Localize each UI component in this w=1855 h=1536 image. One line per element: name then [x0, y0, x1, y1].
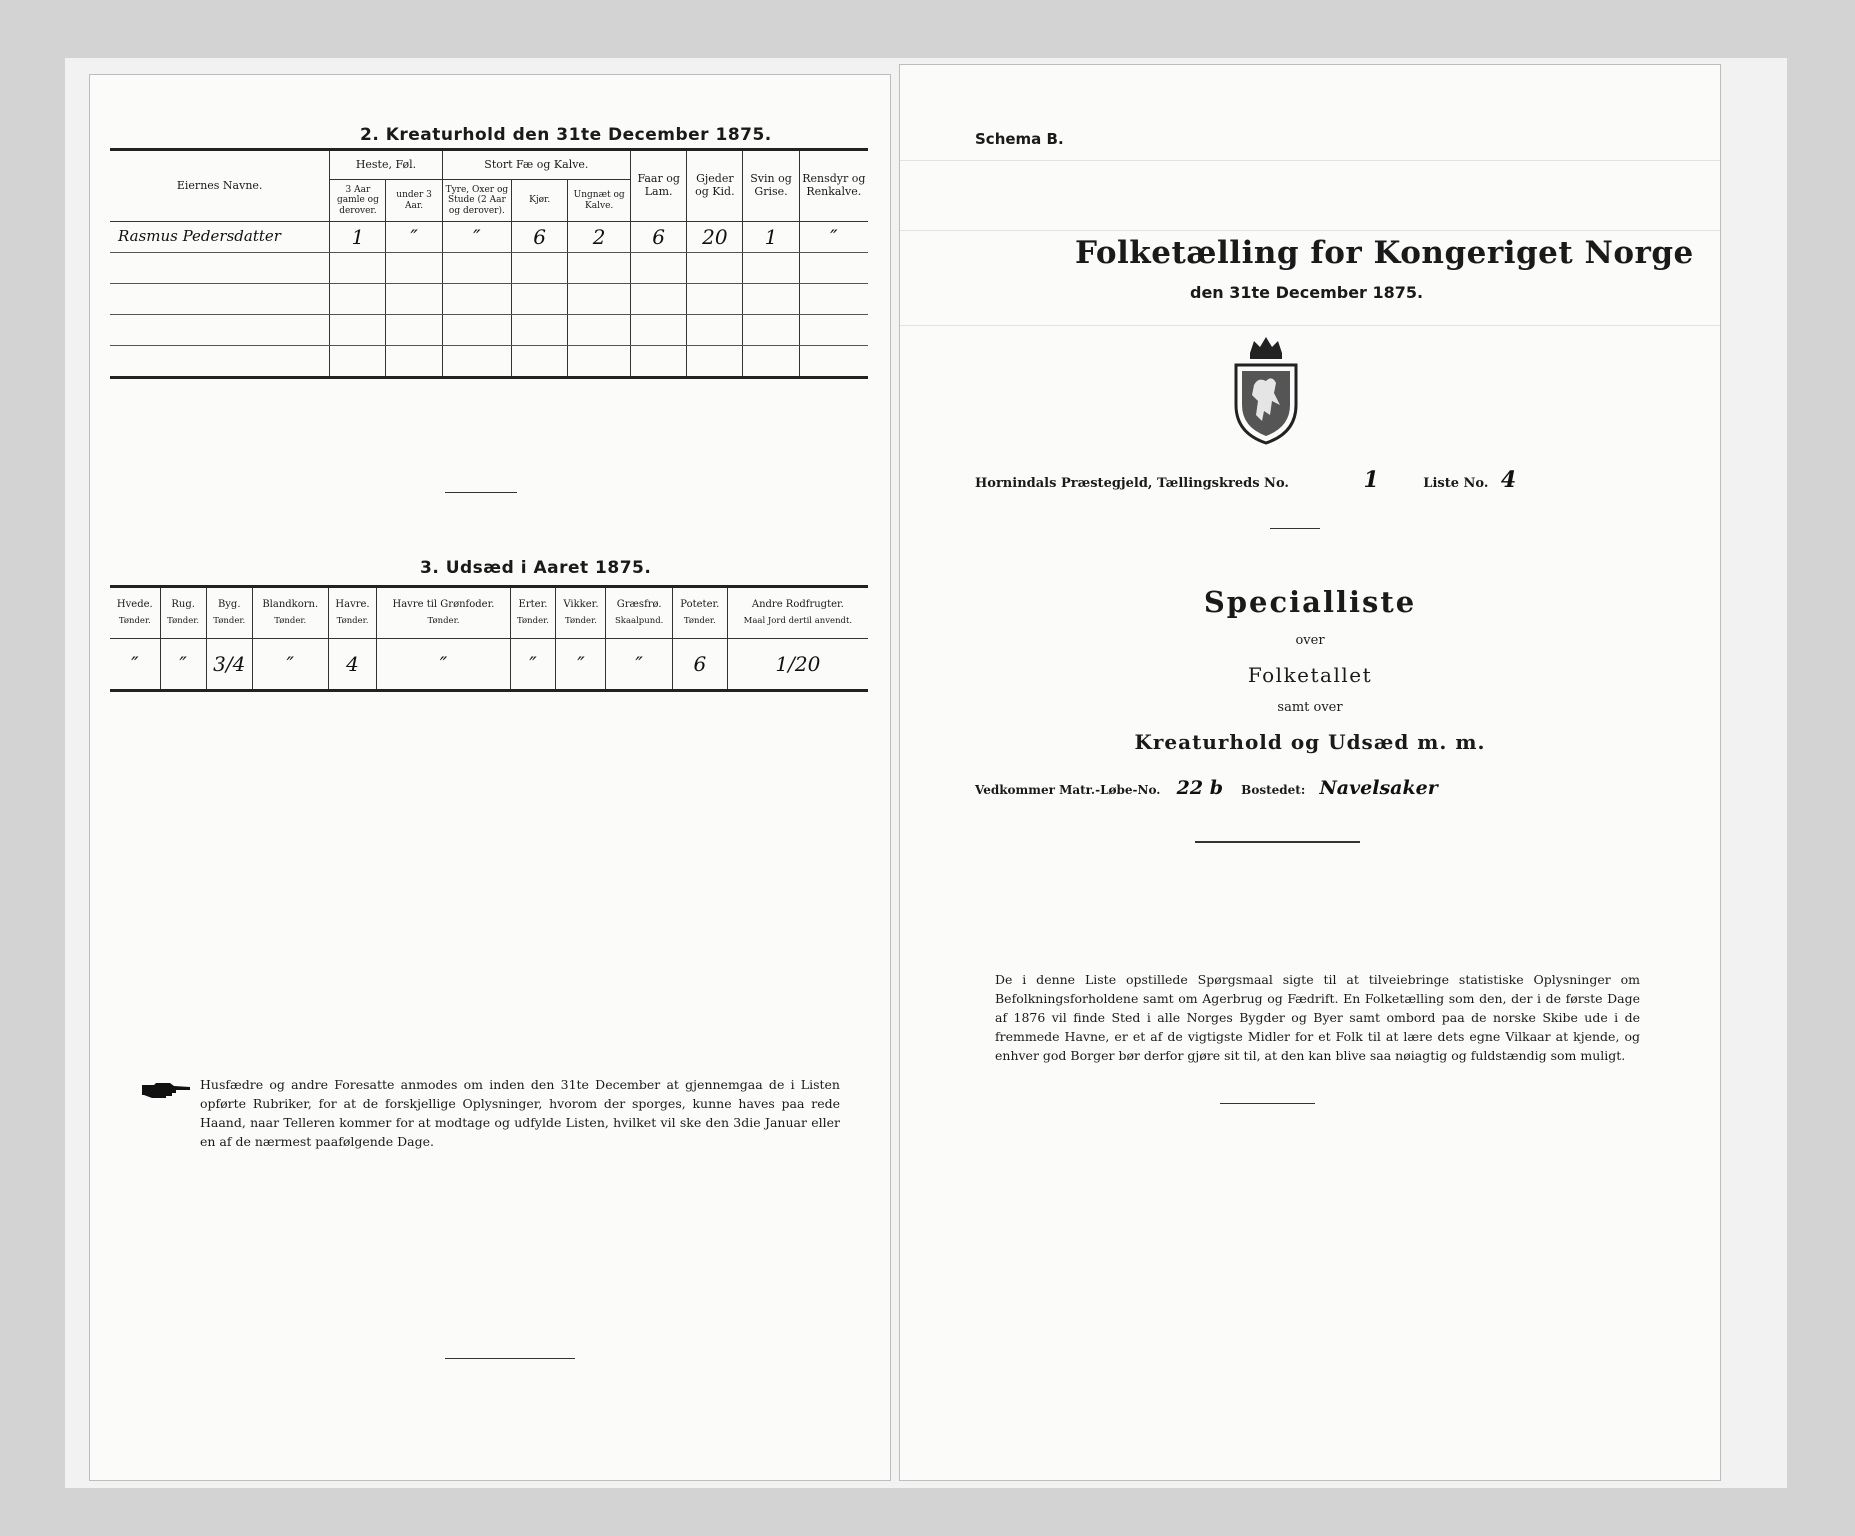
section3-title: 3. Udsæd i Aaret 1875.: [420, 558, 652, 578]
seed-header-label: Andre Rodfrugter.: [751, 599, 844, 611]
horses-header: Heste, Føl.: [330, 150, 442, 180]
separator-rule: [445, 1358, 575, 1359]
seed-value-1: ″: [160, 639, 206, 691]
seed-value-10: 1/20: [727, 639, 868, 691]
kreaturhold-line: Kreaturhold og Udsæd m. m.: [1134, 730, 1486, 754]
seed-value-5: ″: [377, 639, 510, 691]
seed-header-10: [727, 587, 868, 639]
seed-header-6: [510, 587, 556, 639]
seed-header-unit: Tønder.: [565, 615, 597, 626]
bostedet-value: Navelsaker: [1319, 777, 1438, 799]
seed-header-label: Rug.: [171, 599, 195, 611]
seed-header-8: [606, 587, 672, 639]
liste-label: Liste No.: [1423, 476, 1489, 491]
seed-header-unit: Maal Jord dertil anvendt.: [743, 615, 853, 626]
matr-label: Vedkommer Matr.-Løbe-No.: [975, 783, 1161, 797]
reindeer-header: Rensdyr og Renkalve.: [799, 150, 868, 222]
seed-value-6: ″: [510, 639, 556, 691]
bleed-through-line: [900, 160, 1720, 161]
seed-header-1: [160, 587, 206, 639]
seed-value-0: ″: [110, 639, 160, 691]
seed-header-label: Havre.: [335, 599, 370, 611]
separator-rule: [1195, 841, 1360, 843]
right-page: [900, 65, 1720, 1480]
seed-header-5: [377, 587, 510, 639]
empty-row: [110, 346, 868, 378]
pigs-cell: 1: [743, 222, 799, 253]
seed-header-4: [328, 587, 377, 639]
section2-title: 2. Kreaturhold den 31te December 1875.: [360, 125, 772, 145]
owner-cell: Rasmus Pedersdatter: [110, 222, 330, 253]
seed-header-unit: Tønder.: [683, 615, 716, 626]
livestock-row: [110, 222, 868, 253]
horses-3plus-header: 3 Aar gamle og derover.: [330, 180, 386, 222]
seed-value-8: ″: [606, 639, 672, 691]
seed-header-label: Poteter.: [680, 599, 720, 611]
folketallet-word: Folketallet: [1247, 663, 1373, 687]
empty-row: [110, 253, 868, 284]
seed-header-9: [672, 587, 727, 639]
cattle-cows-cell: 6: [512, 222, 568, 253]
seed-header-unit: Tønder.: [167, 615, 200, 626]
seed-header-unit: Tønder.: [427, 615, 460, 626]
empty-row: [110, 315, 868, 346]
reindeer-cell: ″: [799, 222, 868, 253]
census-date: den 31te December 1875.: [1190, 283, 1424, 302]
seed-header-unit: Tønder.: [118, 615, 151, 626]
seed-header-label: Græsfrø.: [616, 599, 662, 611]
separator-rule: [445, 492, 517, 493]
matr-line: [975, 777, 1438, 799]
matr-number: 22 b: [1176, 777, 1223, 799]
parish-label: Hornindals Præstegjeld, Tællingskreds No.: [975, 476, 1289, 491]
bostedet-label: Bostedet:: [1241, 783, 1306, 797]
sheep-header: Faar og Lam.: [631, 150, 687, 222]
left-page: [90, 75, 890, 1480]
pigs-header: Svin og Grise.: [743, 150, 799, 222]
schema-label: Schema B.: [975, 130, 1064, 148]
seed-header-label: Hvede.: [116, 599, 153, 611]
cattle-young-header: Ungnæt og Kalve.: [568, 180, 631, 222]
seed-value-7: ″: [556, 639, 606, 691]
horses-under3-cell: ″: [386, 222, 442, 253]
seed-table: [110, 585, 868, 692]
norway-coat-of-arms-icon: [1228, 335, 1304, 445]
parish-line: [975, 467, 1516, 493]
seed-header-2: [206, 587, 252, 639]
separator-rule: [1270, 528, 1320, 529]
cattle-bulls-cell: ″: [442, 222, 511, 253]
seed-header-label: Blandkorn.: [262, 599, 319, 611]
seed-header-unit: Tønder.: [336, 615, 369, 626]
seed-header-unit: Tønder.: [213, 615, 246, 626]
bleed-through-line: [900, 230, 1720, 231]
owner-header: Eiernes Navne.: [110, 150, 330, 222]
main-title: Folketælling for Kongeriget Norge: [1075, 235, 1694, 271]
horses-under3-header: under 3 Aar.: [386, 180, 442, 222]
over-word: over: [1295, 633, 1325, 648]
seed-header-7: [556, 587, 606, 639]
goats-cell: 20: [687, 222, 743, 253]
cattle-header: Stort Fæ og Kalve.: [442, 150, 630, 180]
cattle-cows-header: Kjør.: [512, 180, 568, 222]
seed-header-unit: Tønder.: [517, 615, 549, 626]
special-list-title: Specialliste: [1203, 585, 1417, 619]
seed-header-label: Vikker.: [563, 599, 599, 611]
livestock-table: [110, 148, 868, 379]
seed-header-unit: Skaalpund.: [614, 615, 664, 626]
purpose-text: De i denne Liste opstillede Spørgsmaal sigte til at tilveiebringe statistiske Oplysninger om Befolkningsforholdene samt om Agerbrug og Fædrift. En Folketælling som den, der i de første Dage af 1876 vil finde Sted i alle Norges Bygder og Byer samt ombord paa de norske Skibe ude i de fremmede Havne, er et af de vigtigste Midler for et Folk til at lære dets egne Vilkaar at kjende, og enhver god Borger bør derfor gjøre sit til, at den kan blive saa nøiagtig og fuldstændig som muligt.: [995, 972, 1640, 1063]
seed-header-label: Erter.: [518, 599, 548, 611]
pointing-hand-icon: [140, 1080, 192, 1100]
cattle-young-cell: 2: [568, 222, 631, 253]
seed-header-label: Byg.: [217, 599, 241, 611]
household-notice: Husfædre og andre Foresatte anmodes om inden den 31te December at gjennemgaa de i Listen opførte Rubriker, for at de forskjellige Oplysninger, hvorom der sporges, kunne haves paa rede Haand, naar Telleren kommer for at modtage og udfylde Listen, hvilket vil ske den 3die Januar eller en af de nærmest paafølgende Dage.: [200, 1077, 840, 1149]
seed-value-2: 3/4: [206, 639, 252, 691]
seed-value-4: 4: [328, 639, 377, 691]
seed-header-0: [110, 587, 160, 639]
sheep-cell: 6: [631, 222, 687, 253]
liste-number: 4: [1500, 467, 1517, 493]
seed-value-3: ″: [252, 639, 328, 691]
samt-over-word: samt over: [1277, 700, 1343, 715]
seed-header-3: [252, 587, 328, 639]
horses-3plus-cell: 1: [330, 222, 386, 253]
cattle-bulls-header: Tyre, Oxer og Stude (2 Aar og derover).: [442, 180, 511, 222]
district-number: 1: [1363, 467, 1379, 493]
separator-rule: [1220, 1103, 1315, 1104]
bleed-through-line: [900, 325, 1720, 326]
seed-value-9: 6: [672, 639, 727, 691]
goats-header: Gjeder og Kid.: [687, 150, 743, 222]
seed-header-unit: Tønder.: [274, 615, 307, 626]
seed-header-label: Havre til Grønfoder.: [392, 599, 495, 611]
empty-row: [110, 284, 868, 315]
